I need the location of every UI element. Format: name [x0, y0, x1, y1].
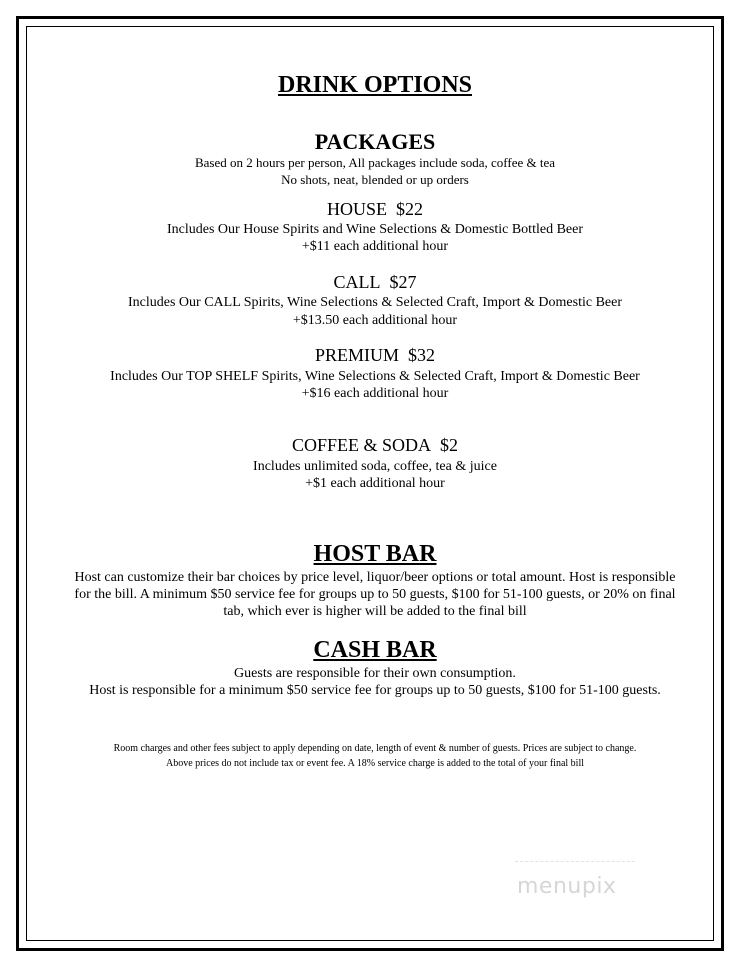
package-description: Includes Our CALL Spirits, Wine Selections & Selected Craft, Import & Domestic Beer	[128, 295, 622, 310]
package-price: $32	[408, 345, 435, 365]
package-additional: +$13.50 each additional hour	[292, 313, 458, 328]
package-additional: +$16 each additional hour	[301, 386, 449, 401]
packages-note: Based on 2 hours per person, All packages include soda, coffee & tea	[194, 155, 556, 170]
cash-bar-text: Guests are responsible for their own consumption.	[234, 666, 516, 681]
host-bar-text: for the bill. A minimum $50 service fee for groups up to 50 guests, $100 for 51-100 guests, or 20% on final	[74, 587, 676, 602]
package-name: CALL	[333, 272, 381, 292]
package-description: Includes unlimited soda, coffee, tea & juice	[253, 459, 497, 474]
watermark-divider	[515, 861, 635, 863]
package-price: $27	[389, 272, 417, 292]
footer-note: Room charges and other fees subject to apply depending on date, length of event & number of guests. Prices are subject to change.	[113, 743, 637, 754]
footer-note: Above prices do not include tax or event fee. A 18% service charge is added to the total of your final bill	[165, 758, 585, 769]
package-description: Includes Our House Spirits and Wine Selections & Domestic Bottled Beer	[167, 222, 583, 237]
cash-bar-heading: CASH BAR	[313, 637, 437, 663]
host-bar-text: tab, which ever is higher will be added to the final bill	[223, 604, 527, 619]
package-name: PREMIUM	[314, 345, 399, 365]
packages-note: No shots, neat, blended or up orders	[281, 172, 469, 187]
watermark-logo: menupix	[517, 874, 617, 899]
package-title	[30, 199, 720, 220]
package-additional: +$1 each additional hour	[305, 476, 445, 491]
package-title	[30, 345, 720, 366]
host-bar-text: Host can customize their bar choices by price level, liquor/beer options or total amount. Host is responsible	[74, 570, 676, 585]
package-name: COFFEE & SODA	[291, 435, 432, 455]
package-additional: +$11 each additional hour	[301, 239, 449, 254]
package-title	[30, 272, 720, 293]
package-price: $22	[396, 199, 423, 219]
packages-heading: PACKAGES	[314, 129, 436, 154]
cash-bar-text: Host is responsible for a minimum $50 service fee for groups up to 50 guests, $100 for 51-100 guests.	[89, 683, 661, 698]
host-bar-heading: HOST BAR	[313, 541, 437, 567]
page-title: DRINK OPTIONS	[277, 72, 473, 98]
package-price: $2	[440, 435, 459, 455]
package-title	[30, 435, 720, 456]
package-name: HOUSE	[326, 199, 387, 219]
package-description: Includes Our TOP SHELF Spirits, Wine Selections & Selected Craft, Import & Domestic Beer	[110, 369, 640, 384]
